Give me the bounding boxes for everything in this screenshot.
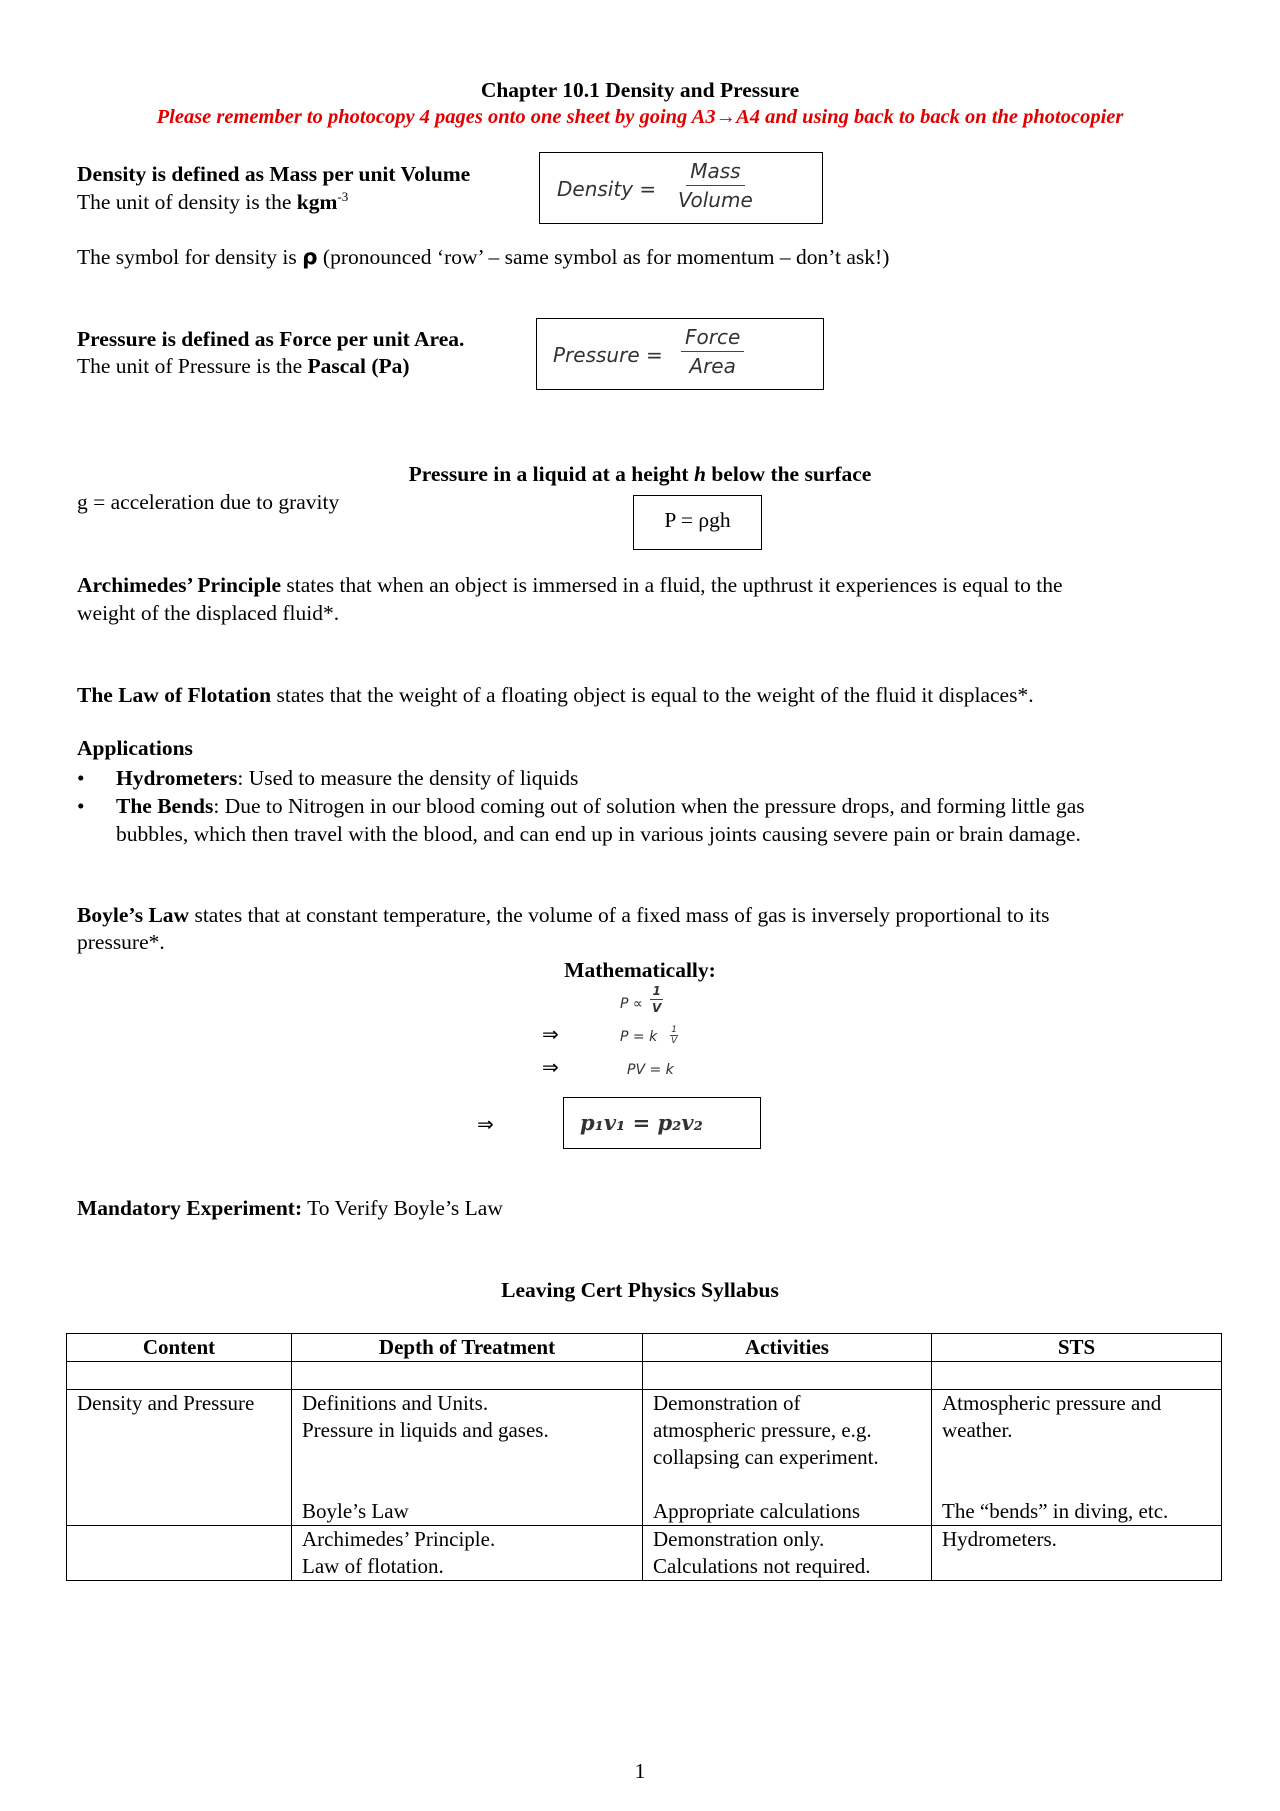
density-fraction: Mass Volume (678, 159, 753, 212)
mathematically-heading: Mathematically: (564, 958, 716, 982)
liquid-formula: P = ρgh (664, 508, 731, 532)
list-item: • The Bends: Due to Nitrogen in our blood coming out of solution when the pressure drops, and forming little gas bubbles, which then travel with the blood, and can end up in various joints causing severe pain or brain damage. (77, 794, 1085, 846)
density-symbol-line: The symbol for density is ρ (pronounced ‘row’ – same symbol as for momentum – don’t ask!) (77, 245, 890, 270)
page-number: 1 (634, 1759, 646, 1783)
implies-arrow-2: ⇒ (542, 1055, 559, 1079)
page-title: Chapter 10.1 Density and Pressure (480, 78, 800, 102)
column-header: Content (67, 1334, 292, 1362)
density-definition: Density is defined as Mass per unit Volume (77, 162, 471, 186)
density-formula-box (539, 152, 823, 224)
pressure-fraction: Force Area (681, 325, 744, 378)
density-unit-line: The unit of density is the kgm$^{-3}$ (77, 189, 349, 215)
boyle-final-formula-box (563, 1097, 761, 1149)
list-item: • Hydrometers: Used to measure the density of liquids (77, 766, 579, 790)
pressure-unit-line: The unit of Pressure is the Pascal (Pa) (77, 354, 410, 378)
boyle-law-line2: pressure*. (77, 930, 165, 954)
table-cell: Atmospheric pressure and weather. The “bends” in diving, etc. (932, 1390, 1222, 1526)
applications-heading: Applications (77, 736, 193, 760)
table-cell: Density and Pressure (67, 1390, 292, 1526)
boyle-step-3: PV = k (627, 1062, 674, 1078)
mandatory-experiment: Mandatory Experiment: To Verify Boyle’s Law (77, 1196, 503, 1220)
table-cell: Definitions and Units. Pressure in liquids and gases. Boyle’s Law (292, 1390, 643, 1526)
liquid-formula-box (633, 495, 762, 550)
implies-arrow-1: ⇒ (542, 1022, 559, 1046)
photocopy-instruction: Please remember to photocopy 4 pages onto one sheet by going A3→A4 and using back to back on the photocopier (156, 106, 1124, 128)
table-cell (67, 1526, 292, 1581)
gravity-note: g = acceleration due to gravity (77, 490, 340, 514)
table-cell: Hydrometers. (932, 1526, 1222, 1581)
step1-fraction: $\frac{1}{V}$ (652, 984, 662, 1015)
table-cell: Demonstration of atmospheric pressure, e.g. collapsing can experiment. Appropriate calculations (643, 1390, 932, 1526)
table-spacer-row (67, 1362, 1222, 1390)
density-formula-lhs: Density = (557, 177, 657, 201)
column-header: Activities (643, 1334, 932, 1362)
pressure-formula-box (536, 318, 824, 390)
table-cell: Demonstration only. Calculations not required. (643, 1526, 932, 1581)
column-header: STS (932, 1334, 1222, 1362)
syllabus-heading: Leaving Cert Physics Syllabus (501, 1278, 779, 1302)
flotation-law: The Law of Flotation states that the weight of a floating object is equal to the weight of the fluid it displaces*. (77, 683, 1034, 707)
implies-arrow-3: ⇒ (477, 1112, 494, 1136)
liquid-pressure-heading: Pressure in a liquid at a height h below the surface (408, 462, 872, 486)
step2-fraction: $\frac{1}{V}$ (671, 1025, 678, 1046)
table-header-row (67, 1334, 1222, 1362)
boyle-law-line1: Boyle’s Law states that at constant temperature, the volume of a fixed mass of gas is inversely proportional to its (77, 903, 1050, 927)
archimedes-line1: Archimedes’ Principle states that when an object is immersed in a fluid, the upthrust it experiences is equal to the (77, 573, 1063, 597)
archimedes-line2: weight of the displaced fluid*. (77, 601, 340, 625)
table-row (67, 1526, 1222, 1581)
table-row (67, 1390, 1222, 1526)
column-header: Depth of Treatment (292, 1334, 643, 1362)
applications-list (77, 764, 1085, 848)
boyle-final-formula: p₁v₁ = p₂v₂ (580, 1110, 703, 1135)
pressure-formula-lhs: Pressure = (553, 343, 663, 367)
pressure-definition: Pressure is defined as Force per unit Area. (77, 327, 465, 351)
table-cell: Archimedes’ Principle. Law of flotation. (292, 1526, 643, 1581)
syllabus-table (66, 1333, 1222, 1581)
